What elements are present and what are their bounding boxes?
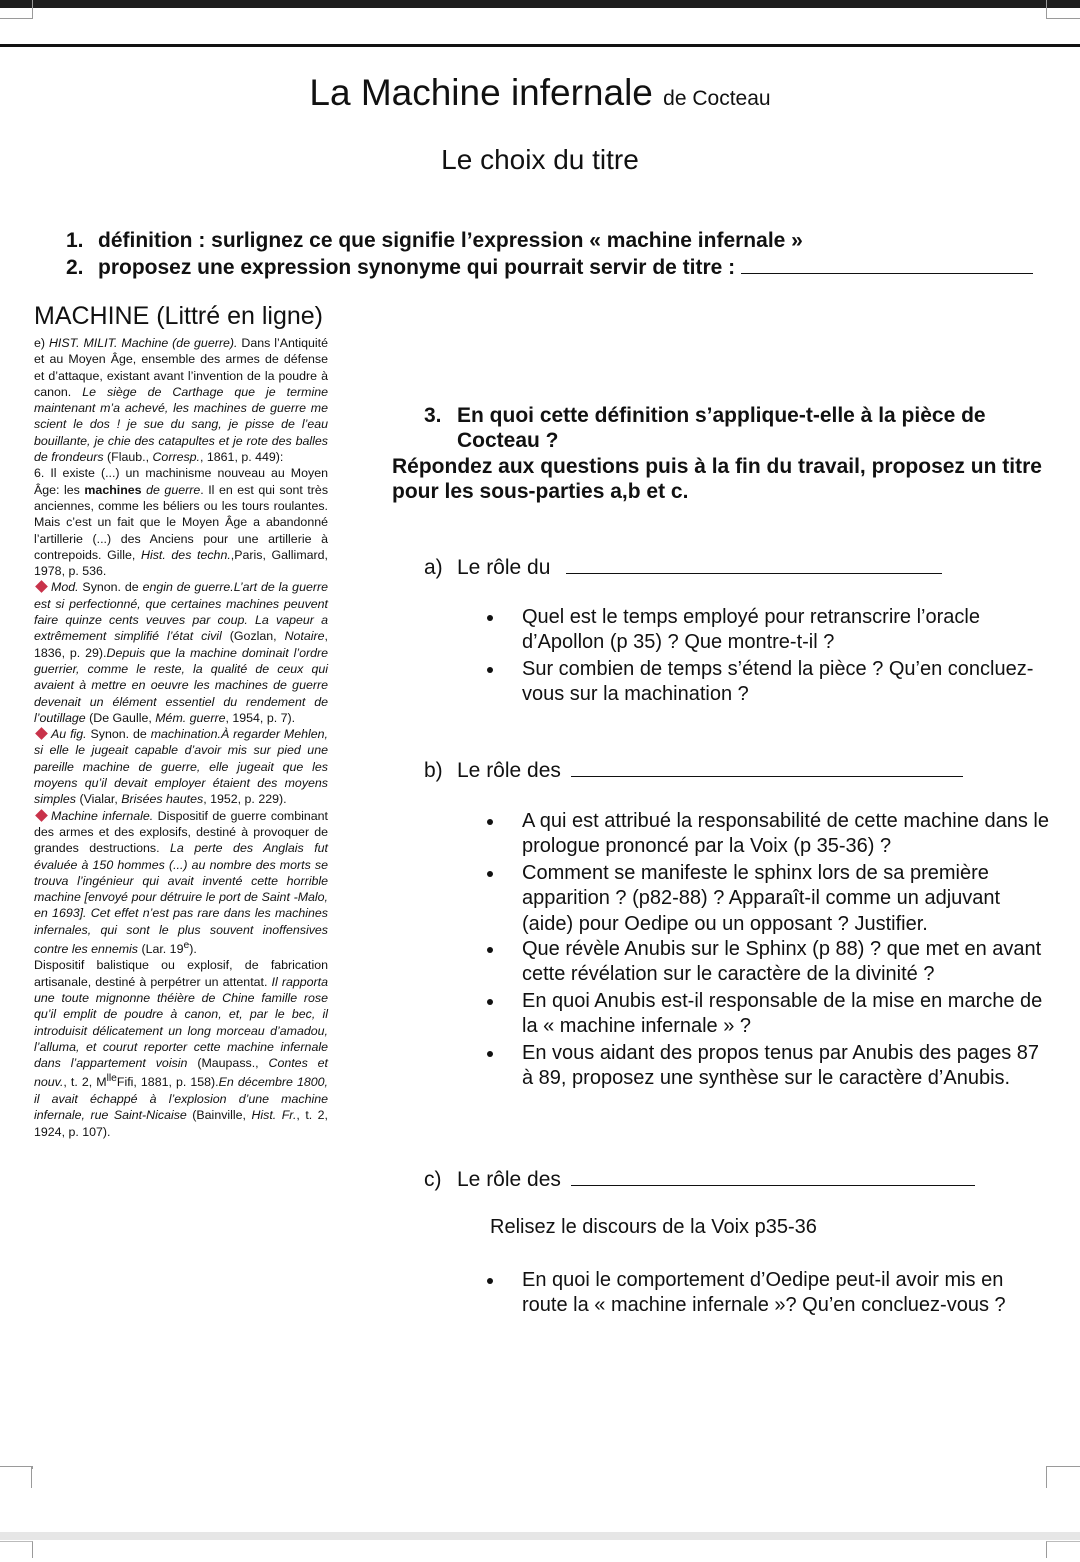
list-item: Que révèle Anubis sur le Sphinx (p 88) ? que met en avant cette révélation sur le caractère de la divinité ?: [522, 937, 1052, 988]
page-gap: [0, 1532, 1080, 1540]
crop-corner-bottom-left: [0, 1466, 33, 1469]
crop-mark-bottom-left: [31, 1466, 32, 1488]
bullet-icon: [487, 667, 493, 673]
list-item: Sur combien de temps s’étend la pièce ? Qu’en concluez-vous sur la machination ?: [522, 657, 1052, 708]
header-rule: [0, 44, 1080, 47]
crop-mark-bottom-right: [1046, 1466, 1047, 1488]
answer-blank-c[interactable]: [571, 1167, 975, 1186]
diamond-icon: [35, 727, 48, 740]
diamond-icon: [35, 809, 48, 822]
bullet-icon: [487, 1278, 493, 1284]
title-main: La Machine infernale: [309, 72, 653, 113]
crop-corner-top-left: [0, 0, 33, 19]
list-item: En vous aidant des propos tenus par Anubis des pages 87 à 89, proposez une synthèse sur le caractère d’Anubis.: [522, 1041, 1052, 1092]
diamond-icon: [35, 581, 48, 594]
section-c-heading: c) Le rôle des: [424, 1167, 975, 1192]
list-item: En quoi Anubis est-il responsable de la mise en marche de la « machine infernale » ?: [522, 989, 1052, 1040]
page-title: [0, 72, 1080, 114]
instructions: Répondez aux questions puis à la fin du travail, proposez un titre pour les sous-parties a,b et c.: [392, 455, 1042, 503]
bullet-icon: [487, 947, 493, 953]
question-1: 1. définition : surlignez ce que signifie l’expression « machine infernale »: [66, 229, 803, 252]
next-page-corner-right: [1046, 1541, 1080, 1558]
list-item: A qui est attribué la responsabilité de cette machine dans le prologue prononcé par la Voix (p 35-36) ?: [522, 809, 1052, 860]
next-page-corner-left: [0, 1541, 33, 1558]
question-3: 3. En quoi cette définition s’applique-t-elle à la pièce de Cocteau ?: [424, 404, 986, 452]
list-item: En quoi le comportement d’Oedipe peut-il avoir mis en route la « machine infernale »? Qu’en concluez-vous ?: [522, 1268, 1052, 1319]
bullet-icon: [487, 615, 493, 621]
bullet-icon: [487, 1051, 493, 1057]
answer-blank-b[interactable]: [571, 758, 963, 777]
dictionary-heading: MACHINE (Littré en ligne): [34, 302, 323, 330]
crop-corner-bottom-right: [1046, 1466, 1080, 1469]
section-a-heading: a) Le rôle du: [424, 555, 942, 580]
bullet-icon: [487, 819, 493, 825]
title-author: de Cocteau: [663, 87, 771, 110]
answer-blank-a[interactable]: [566, 555, 942, 574]
bullet-icon: [487, 999, 493, 1005]
bullet-icon: [487, 871, 493, 877]
top-bar: [0, 0, 1080, 8]
page-subtitle: Le choix du titre: [441, 144, 639, 175]
crop-corner-top-right: [1046, 0, 1080, 19]
list-item: Comment se manifeste le sphinx lors de sa première apparition ? (p82-88) ? Apparaît-il comme un adjuvant (aide) pour Oedipe ou un opposant ? Justifier.: [522, 861, 1052, 937]
list-item: Quel est le temps employé pour retranscrire l’oracle d’Apollon (p 35) ? Que montre-t-il ?: [522, 605, 1052, 656]
section-b-heading: b) Le rôle des: [424, 758, 963, 783]
answer-blank-title[interactable]: [741, 255, 1033, 274]
question-2: 2. proposez une expression synonyme qui pourrait servir de titre :: [66, 255, 1033, 280]
dictionary-entry: e) HIST. MILIT. Machine (de guerre). Dans l’Antiquité et au Moyen Âge, ensemble des armes de défense et d’attaque, existant avant l’invention de la poudre à canon. Le siège de Carthage que je termine maintenant m’a achevé, les machines de guerre me scient le dos ! je sue du sang, je pisse de l’eau bouillante, je chie des catapultes et je rote des balles de frondeurs (Flaub., Corresp., 1861, p. 449): 6. Il existe (...) un machinisme nouveau au Moyen Âge: les machines de guerre. Il en est qui sont très anciennes, comme les béliers ou les tours roulantes. Mais c’est un fait que le Moyen Âge a abandonné l’artillerie (...) des Anciens pour une artillerie à contrepoids. Gille, Hist. des techn.,Paris, Gallimard, 1978, p. 536. Mod. Synon. de engin de guerre.L’art de la guerre est si perfectionné, que certaines machines peuvent faire quinze cents veuves par coup. La vapeur a extrêmement simplifié l’état civil (Gozlan, Notaire, 1836, p. 29).Depuis que la machine dominait l’ordre guerrier, comme le reste, la qualité de ceux qui avaient à mettre en oeuvre les machines de guerre devenait un élément essentiel du rendement de l’outillage (De Gaulle, Mém. guerre, 1954, p. 7). Au fig. Synon. de machination.À regarder Mehlen, si elle le jugeait capable d’avoir mis sur pied une pareille machine de guerre, elle jugeait que les moyens qu’il devait employer étaient des moyens simples (Vialar, Brisées hautes, 1952, p. 229). Machine infernale. Dispositif de guerre combinant des armes et des explosifs, destiné à provoquer de grandes destructions. La perte des Anglais fut évaluée à 150 hommes (...) au nombre des morts se trouva l’ingénieur qui avait inventé cette horrible machine [envoyé pour détruire le port de Saint -Malo, en 1693]. Cet effet n’est pas rare dans les machines infernales, qui sont le plus souvent inoffensives contre les ennemis (Lar. 19e). Dispositif balistique ou explosif, de fabrication artisanale, destiné à perpétrer un attentat. Il rapporta une toute mignonne théière de Chine famille rose qu’il emplit de poudre à canon, et, par le bec, il introduisit délicatement un long morceau d’amadou, l’alluma, et courut reporter cette machine infernale dans l’appartement voisin (Maupass., Contes et nouv., t. 2, $M^{lle}Fifi$, 1881, p. 158).En décembre 1800, il avait échappé à l’explosion d’une machine infernale, rue Saint-Nicaise (Bainville, Hist. Fr., t. 2, 1924, p. 107).: [34, 336, 329, 1139]
section-c-intro: Relisez le discours de la Voix p35-36: [490, 1216, 817, 1238]
